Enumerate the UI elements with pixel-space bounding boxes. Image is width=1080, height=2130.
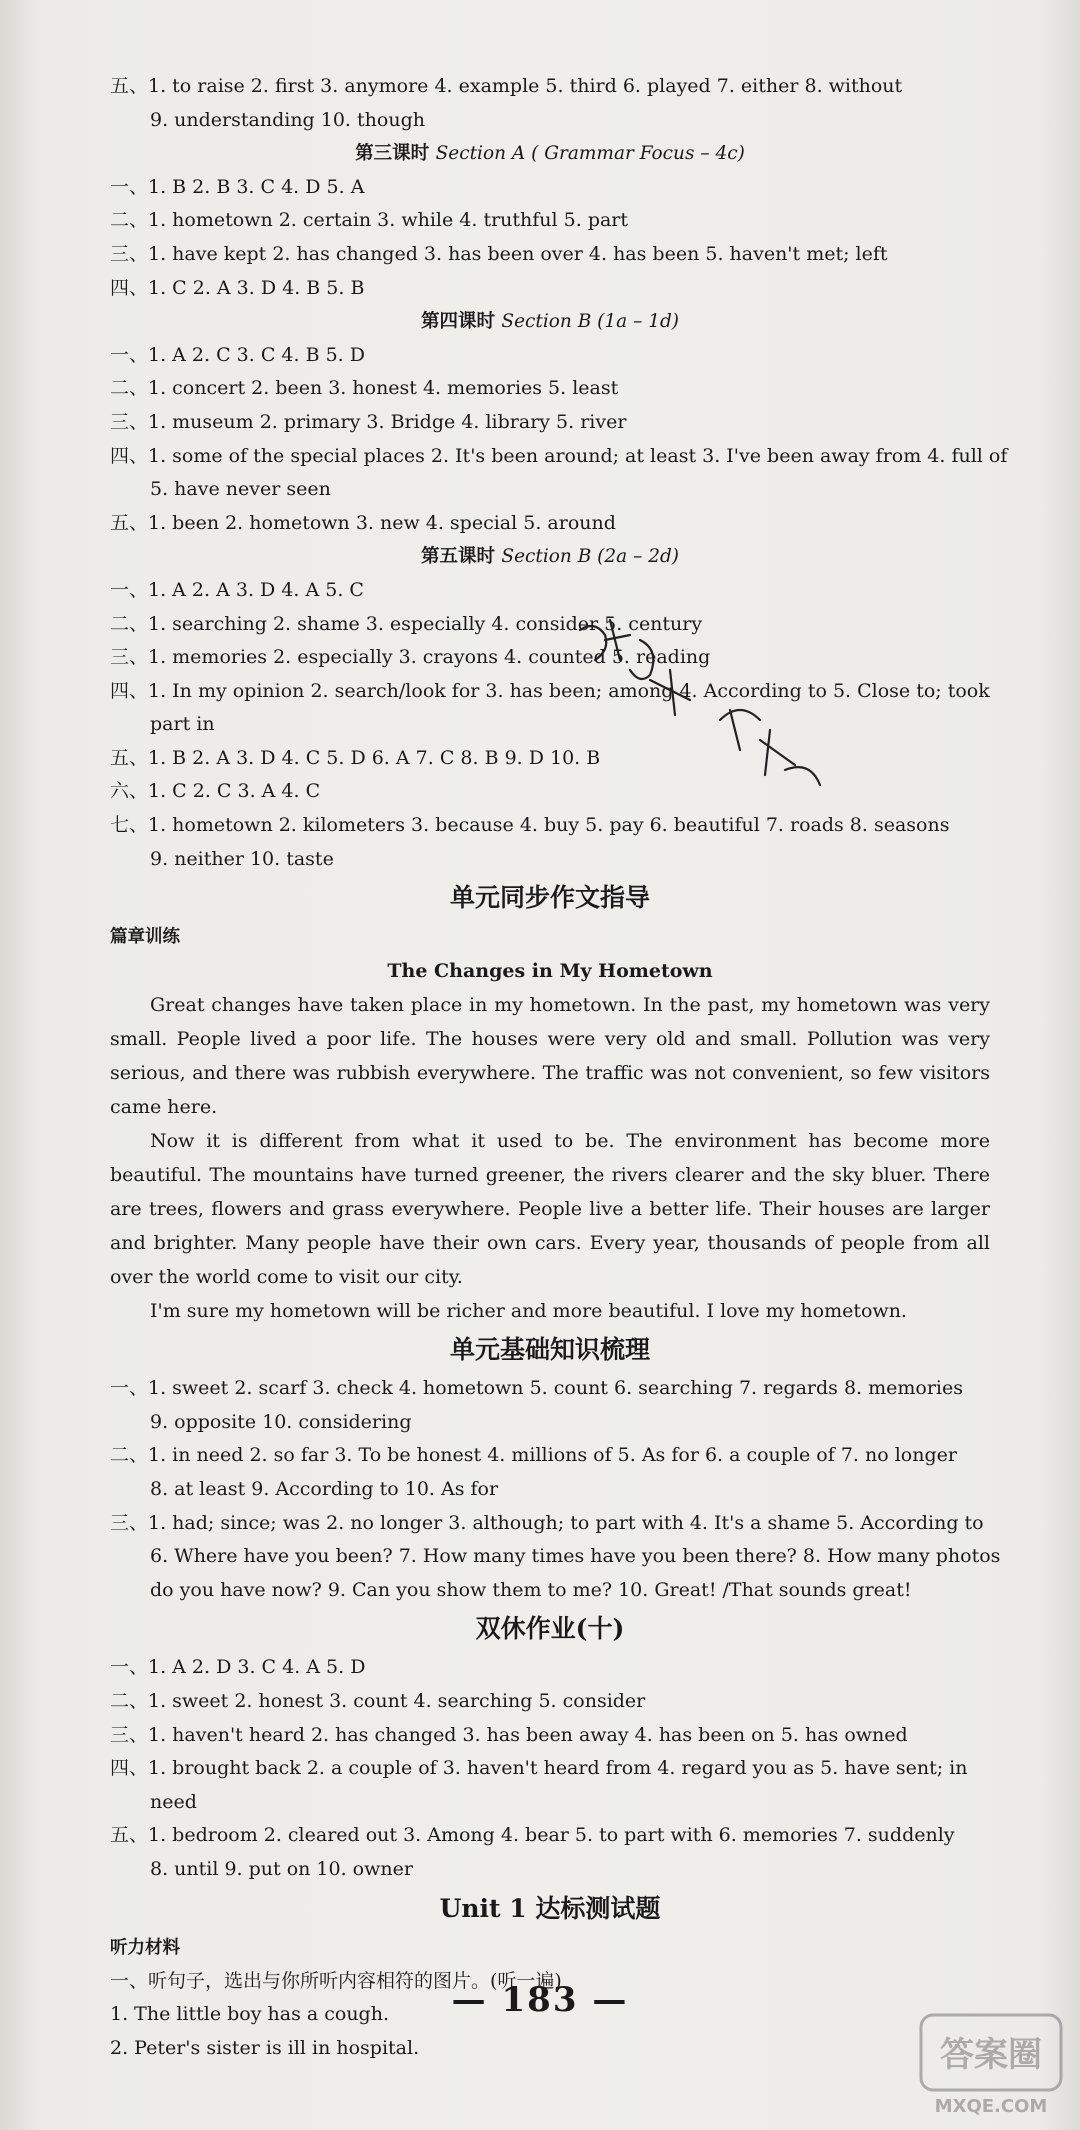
essay-paragraph: I'm sure my hometown will be richer and more beautiful. I love my hometown. <box>150 1300 907 1323</box>
section-heading: 单元基础知识梳理 <box>449 1335 650 1365</box>
section-heading: 单元同步作文指导 <box>449 883 650 913</box>
answer-line: 五、1. to raise 2. first 3. anymore 4. example 5. third 6. played 7. either 8. without <box>110 75 903 97</box>
section-heading: 篇章训练 <box>110 927 180 948</box>
answer-line: 三、1. museum 2. primary 3. Bridge 4. library 5. river <box>110 410 627 433</box>
answer-line: 五、1. bedroom 2. cleared out 3. Among 4. bear 5. to part with 6. memories 7. suddenly <box>110 1824 955 1847</box>
answer-line: 五、1. been 2. hometown 3. new 4. special 5. around <box>110 511 616 534</box>
answer-line: 四、1. C 2. A 3. D 4. B 5. B <box>110 276 365 299</box>
answer-line: 第三课时 Section A ( Grammar Focus – 4c) <box>355 143 745 165</box>
answer-line: 一、1. sweet 2. scarf 3. check 4. hometown 5. count 6. searching 7. regards 8. memories <box>110 1377 964 1400</box>
answer-line: 9. opposite 10. considering <box>150 1410 412 1433</box>
answer-line: 一、1. B 2. B 3. C 4. D 5. A <box>110 175 365 198</box>
answer-line: 9. neither 10. taste <box>150 847 334 870</box>
section-heading: Unit 1 达标测试题 <box>439 1893 661 1923</box>
answer-line: 二、1. hometown 2. certain 3. while 4. truthful 5. part <box>110 209 629 232</box>
essay-paragraph: Now it is different from what it used to be. The environment has become more beautiful. The mountains have turned greener, the rivers clearer and the sky bluer. There are trees, flowers and grass everywhere. People live a better life. Their houses are larger and brighter. Many people have their own cars. Every year, thousands of people from all over the world come to visit our city. <box>110 1130 990 1289</box>
answer-line: 5. have never seen <box>150 478 331 501</box>
answer-line: 四、1. In my opinion 2. search/look for 3. has been; among 4. According to 5. Close to; took <box>110 679 990 702</box>
answer-line: 第五课时 Section B (2a – 2d) <box>420 546 680 568</box>
section-heading: 听力材料 <box>110 1937 180 1958</box>
answer-line: 七、1. hometown 2. kilometers 3. because 4. buy 5. pay 6. beautiful 7. roads 8. seasons <box>110 814 950 837</box>
answer-line: 二、1. in need 2. so far 3. To be honest 4. millions of 5. As for 6. a couple of 7. no longer <box>110 1444 957 1467</box>
answer-line: 一、1. A 2. D 3. C 4. A 5. D <box>110 1656 366 1679</box>
section-heading: The Changes in My Hometown <box>387 960 713 983</box>
answer-line: 二、1. sweet 2. honest 3. count 4. searching 5. consider <box>110 1690 646 1712</box>
answer-line: 一、听句子，选出与你所听内容相符的图片。(听一遍) <box>110 1969 562 1992</box>
page-number: — 183 — <box>451 1980 629 2020</box>
answer-line: 第四课时 Section B (1a – 1d) <box>420 311 680 333</box>
answer-line: 8. at least 9. According to 10. As for <box>150 1478 499 1501</box>
answer-line: 6. Where have you been? 7. How many times have you been there? 8. How many photos <box>150 1545 1001 1568</box>
essay-paragraph: Great changes have taken place in my hometown. In the past, my hometown was very small. People lived a poor life. The houses were very old and small. Pollution was very serious, and there was rubbish everywhere. The traffic was not convenient, so few visitors came here. <box>110 994 990 1119</box>
answer-line: part in <box>150 713 215 736</box>
answer-line: 一、1. A 2. C 3. C 4. B 5. D <box>110 343 365 366</box>
answer-line: do you have now? 9. Can you show them to me? 10. Great! /That sounds great! <box>150 1578 912 1601</box>
site-watermark-logo <box>916 2010 1066 2120</box>
watermark-title: 答案圈 <box>940 2035 1042 2075</box>
answer-line: 9. understanding 10. though <box>150 108 425 131</box>
answer-line: 四、1. brought back 2. a couple of 3. haven't heard from 4. regard you as 5. have sent; in <box>110 1757 968 1780</box>
handwritten-scribble <box>570 610 870 810</box>
answer-line: 二、1. concert 2. been 3. honest 4. memories 5. least <box>110 377 619 400</box>
answer-line: 2. Peter's sister is ill in hospital. <box>110 2036 420 2059</box>
answer-line: 三、1. have kept 2. has changed 3. has been over 4. has been 5. haven't met; left <box>110 242 888 265</box>
answer-line: 五、1. B 2. A 3. D 4. C 5. D 6. A 7. C 8. B 9. D 10. B <box>110 746 601 769</box>
answer-line: 一、1. A 2. A 3. D 4. A 5. C <box>110 578 364 601</box>
answer-line: 三、1. memories 2. especially 3. crayons 4. counted 5. reading <box>110 646 711 669</box>
answer-line: 六、1. C 2. C 3. A 4. C <box>110 780 321 803</box>
section-heading: 双休作业(十) <box>475 1614 625 1644</box>
answer-line: 四、1. some of the special places 2. It's been around; at least 3. I've been away from 4. full of <box>110 444 1008 467</box>
answer-line: 三、1. haven't heard 2. has changed 3. has been away 4. has been on 5. has owned <box>110 1723 908 1746</box>
answer-line: 1. The little boy has a cough. <box>110 2003 389 2026</box>
watermark-url: MXQE.COM <box>934 2096 1048 2117</box>
answer-line: 三、1. had; since; was 2. no longer 3. although; to part with 4. It's a shame 5. According to <box>110 1511 984 1534</box>
answer-line: need <box>150 1790 197 1813</box>
answer-line: 二、1. searching 2. shame 3. especially 4. consider 5. century <box>110 612 703 635</box>
answer-line: 8. until 9. put on 10. owner <box>150 1857 413 1880</box>
